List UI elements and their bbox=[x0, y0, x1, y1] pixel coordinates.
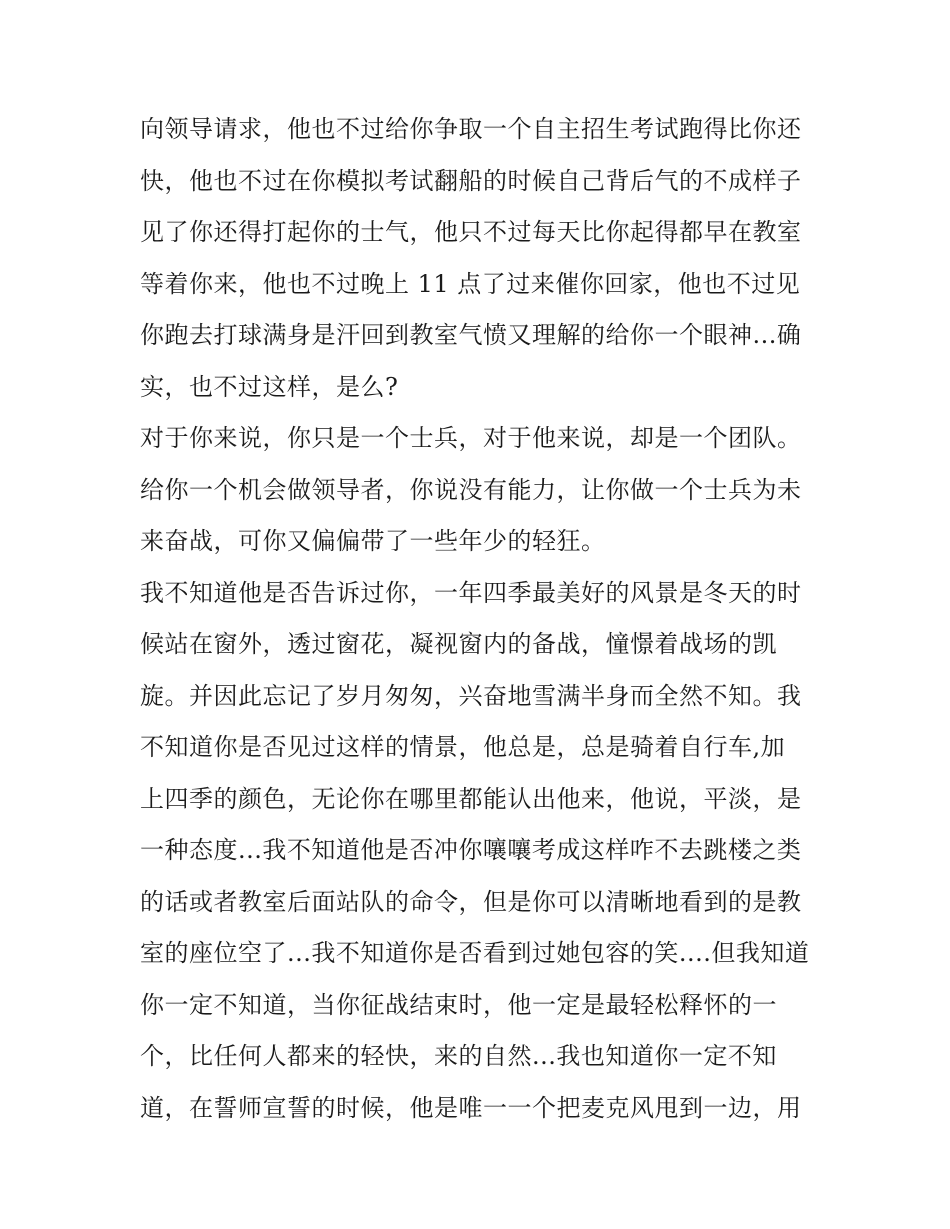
text-line: 实，也不过这样，是么? bbox=[140, 372, 399, 401]
body-text bbox=[140, 104, 820, 1134]
text-line: 个，比任何人都来的轻快，来的自然...我也知道你一定不知 bbox=[140, 1042, 777, 1070]
text-line: 上四季的颜色，无论你在哪里都能认出他来，他说，平淡，是 bbox=[140, 784, 802, 813]
text-line: 候站在窗外，透过窗花，凝视窗内的备战，憧憬着战场的凯 bbox=[140, 630, 777, 658]
text-line: 给你一个机会做领导者，你说没有能力，让你做一个士兵为未 bbox=[140, 475, 802, 504]
text-line: 快，他也不过在你模拟考试翻船的时候自己背后气的不成样子 bbox=[140, 166, 802, 195]
text-line: 等着你来，他也不过晚上 11 点了过来催你回家，他也不过见 bbox=[140, 269, 801, 298]
text-line: 你一定不知道，当你征战结束时，他一定是最轻松释怀的一 bbox=[140, 990, 777, 1019]
text-line: 向领导请求，他也不过给你争取一个自主招生考试跑得比你还 bbox=[140, 115, 802, 143]
text-line: 一种态度...我不知道他是否冲你嚷嚷考成这样咋不去跳楼之类 bbox=[140, 836, 802, 864]
text-line: 来奋战，可你又偏偏带了一些年少的轻狂。 bbox=[140, 527, 606, 555]
text-line: 对于你来说，你只是一个士兵，对于他来说，却是一个团队。 bbox=[140, 424, 802, 452]
text-line: 旋。并因此忘记了岁月匆匆，兴奋地雪满半身而全然不知。我 bbox=[140, 681, 802, 710]
text-line: 不知道你是否见过这样的情景，他总是，总是骑着自行车,加 bbox=[140, 733, 786, 761]
text-line: 的话或者教室后面站队的命令，但是你可以清晰地看到的是教 bbox=[140, 887, 802, 916]
text-line: 道，在誓师宣誓的时候，他是唯一一个把麦克风甩到一边，用 bbox=[140, 1093, 802, 1122]
text-line: 室的座位空了...我不知道你是否看到过她包容的笑....但我知道 bbox=[140, 939, 810, 967]
text-line: 见了你还得打起你的士气，他只不过每天比你起得都早在教室 bbox=[140, 218, 802, 246]
text-line: 我不知道他是否告诉过你，一年四季最美好的风景是冬天的时 bbox=[140, 578, 802, 607]
text-line: 你跑去打球满身是汗回到教室气愤又理解的给你一个眼神...确 bbox=[140, 321, 802, 349]
